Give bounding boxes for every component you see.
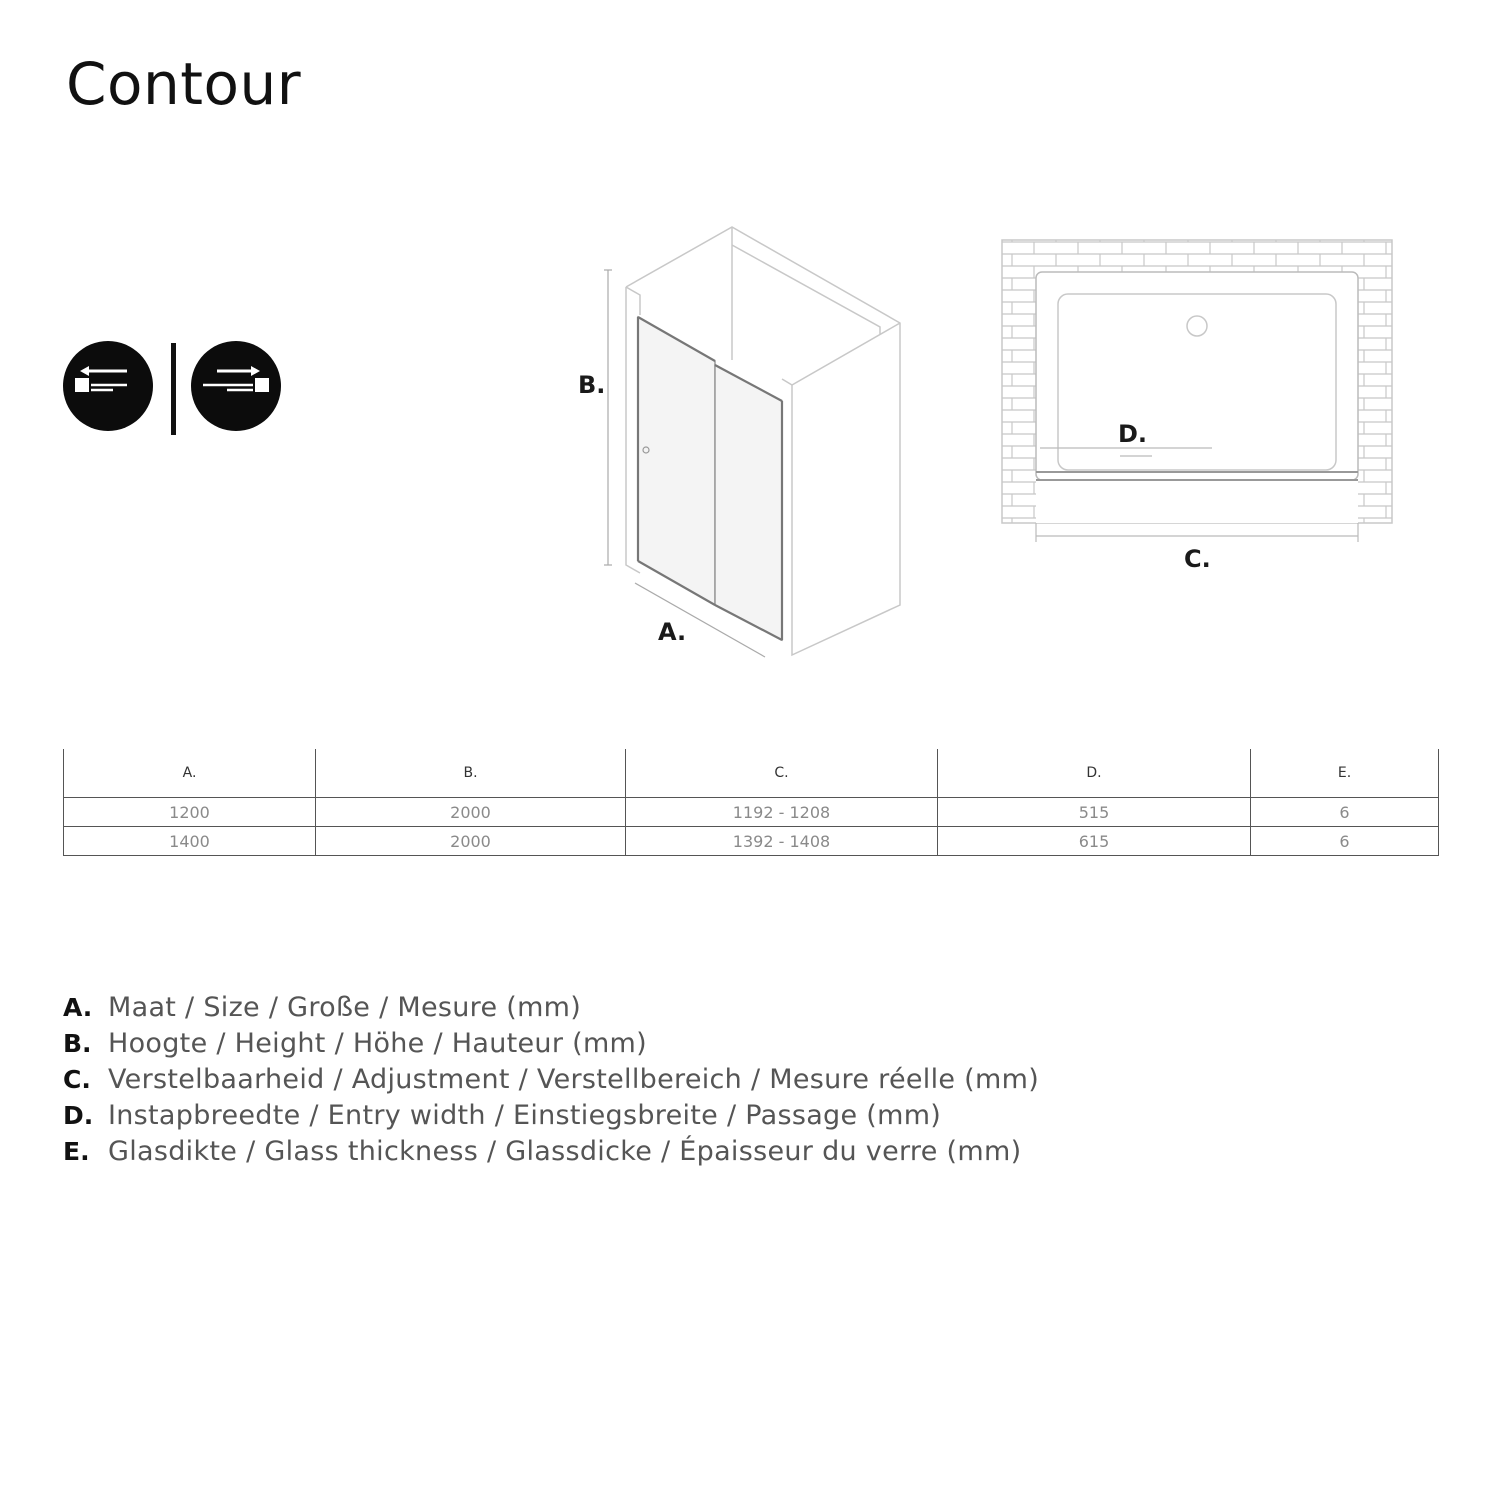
plan-diagram <box>990 230 1400 580</box>
sliding-right-icon <box>191 341 281 431</box>
legend-text: Instapbreedte / Entry width / Einstiegsbreite / Passage (mm) <box>108 1100 942 1131</box>
legend-text: Verstelbaarheid / Adjustment / Verstellbereich / Mesure réelle (mm) <box>108 1064 1040 1095</box>
table-row <box>64 798 1439 827</box>
legend-item <box>63 1028 1039 1064</box>
table-header: C. <box>626 749 938 798</box>
legend-item <box>63 992 1039 1028</box>
icon-divider <box>171 343 176 435</box>
legend-item <box>63 1100 1039 1136</box>
legend-item <box>63 1136 1039 1172</box>
table-header: B. <box>316 749 626 798</box>
legend-key: E. <box>63 1137 90 1166</box>
table-header: E. <box>1251 749 1439 798</box>
table-cell: 6 <box>1251 798 1439 827</box>
dimensions-table <box>63 749 1439 856</box>
perspective-diagram <box>560 215 920 675</box>
table-cell: 515 <box>938 798 1251 827</box>
table-cell: 1200 <box>64 798 316 827</box>
sliding-left-icon <box>63 341 153 431</box>
table-cell: 1192 - 1208 <box>626 798 938 827</box>
table-cell: 1392 - 1408 <box>626 827 938 856</box>
legend-text: Glasdikte / Glass thickness / Glassdicke / Épaisseur du verre (mm) <box>108 1136 1022 1167</box>
dimension-label-c: C. <box>1184 545 1211 573</box>
legend-key: B. <box>63 1029 92 1058</box>
legend <box>63 992 1039 1172</box>
table-row <box>64 827 1439 856</box>
dimension-label-a: A. <box>658 618 687 646</box>
table-cell: 615 <box>938 827 1251 856</box>
dimension-label-b: B. <box>578 371 606 399</box>
legend-item <box>63 1064 1039 1100</box>
product-title: Contour <box>66 50 302 118</box>
table-header-row <box>64 749 1439 798</box>
table-cell: 6 <box>1251 827 1439 856</box>
legend-text: Hoogte / Height / Höhe / Hauteur (mm) <box>108 1028 647 1059</box>
dimension-label-d: D. <box>1118 420 1148 448</box>
table-cell: 2000 <box>316 827 626 856</box>
table-cell: 2000 <box>316 798 626 827</box>
legend-key: D. <box>63 1101 94 1130</box>
legend-key: A. <box>63 993 93 1022</box>
table-header: D. <box>938 749 1251 798</box>
table-header: A. <box>64 749 316 798</box>
legend-text: Maat / Size / Große / Mesure (mm) <box>108 992 582 1023</box>
legend-key: C. <box>63 1065 91 1094</box>
table-cell: 1400 <box>64 827 316 856</box>
